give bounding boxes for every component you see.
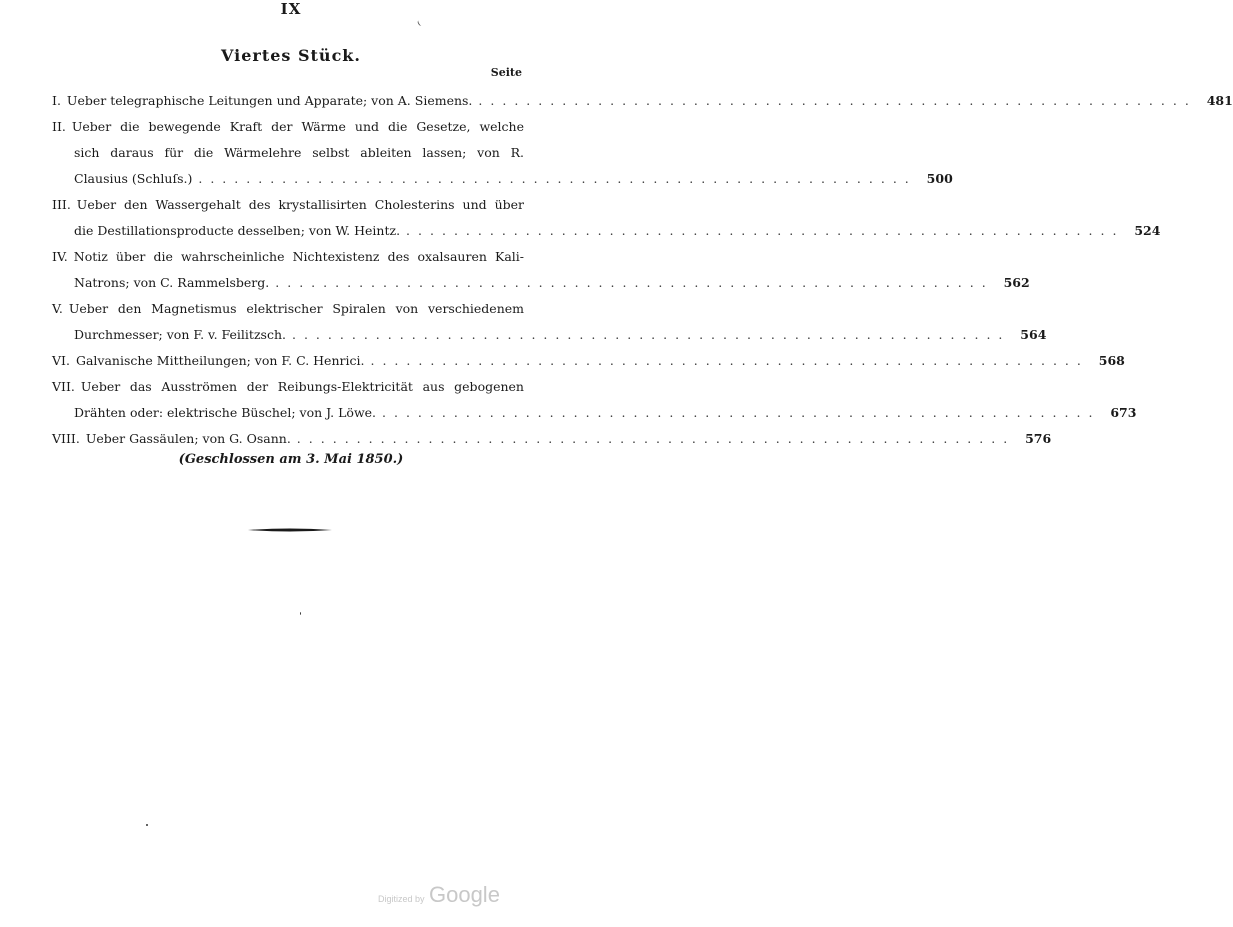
entry-title-text: Ueber die bewegende Kraft der Wärme und die Gesetze, welche xyxy=(71,119,524,134)
ink-speck xyxy=(146,824,148,826)
entry-numeral: II. xyxy=(52,119,66,134)
toc-entry xyxy=(52,192,1161,244)
toc-entry-line xyxy=(52,348,1125,374)
ink-speck xyxy=(417,19,423,26)
entry-numeral: I. xyxy=(52,93,61,108)
entry-numeral: III. xyxy=(52,197,71,212)
entry-numeral: IV. xyxy=(52,249,68,264)
toc-entry xyxy=(52,296,1047,348)
toc-entry-line xyxy=(52,400,1137,426)
entry-numeral: V. xyxy=(52,301,63,316)
entry-page-number: 562 xyxy=(1003,275,1030,290)
entry-title-text: die Destillationsproducte desselben; von W. Heintz. xyxy=(74,223,401,238)
toc-entry-line xyxy=(52,140,524,166)
toc-entry-line xyxy=(52,296,524,322)
ink-speck xyxy=(300,612,301,615)
entry-title-text: Durchmesser; von F. v. Feilitzsch. xyxy=(74,327,286,342)
entry-title-text: Ueber telegraphische Leitungen und Apparate; von A. Siemens. xyxy=(66,93,473,108)
toc-entry-line xyxy=(52,270,1030,296)
toc-entry-line xyxy=(52,244,524,270)
toc-entry-line xyxy=(52,114,524,140)
toc-entry xyxy=(52,374,1137,426)
watermark-brand: Google xyxy=(428,882,500,907)
table-of-contents xyxy=(52,88,1233,452)
entry-numeral: VI. xyxy=(52,353,70,368)
toc-entry-line xyxy=(52,166,953,192)
leader-dots: ............................................................ xyxy=(406,223,1125,238)
toc-entry xyxy=(52,348,1125,374)
leader-dots: ............................................................ xyxy=(478,93,1197,108)
leader-dots: ............................................................ xyxy=(296,431,1016,446)
entry-title-text: Ueber den Wassergehalt des krystallisirten Cholesterins und über xyxy=(76,197,524,212)
leader-dots: ............................................................ xyxy=(198,171,917,186)
entry-page-number: 500 xyxy=(926,171,953,186)
entry-title-text: Drähten oder: elektrische Büschel; von J. Löwe. xyxy=(74,405,377,420)
toc-entry xyxy=(52,88,1233,114)
entry-title-text: Ueber den Magnetismus elektrischer Spiralen von verschiedenem xyxy=(68,301,524,316)
leader-dots: ............................................................ xyxy=(275,275,994,290)
leader-dots: ............................................................ xyxy=(291,327,1011,342)
toc-entry-line xyxy=(52,192,524,218)
toc-entry-line xyxy=(52,88,1233,114)
entry-title-text: Natrons; von C. Rammelsberg. xyxy=(74,275,270,290)
entry-title-text: Ueber das Ausströmen der Reibungs-Elektricität aus gebogenen xyxy=(80,379,524,394)
leader-dots: ............................................................ xyxy=(370,353,1089,368)
digitization-watermark xyxy=(378,882,500,908)
entry-title-text: Ueber Gassäulen; von G. Osann. xyxy=(85,431,291,446)
toc-entry-line xyxy=(52,426,1052,452)
entry-page-number: 673 xyxy=(1110,405,1137,420)
closing-note: (Geschlossen am 3. Mai 1850.) xyxy=(178,452,404,467)
toc-entry xyxy=(52,114,953,192)
section-title: Viertes Stück. xyxy=(221,46,361,65)
page-number: IX xyxy=(280,0,302,18)
entry-page-number: 481 xyxy=(1206,93,1233,108)
entry-title-text: Galvanische Mittheilungen; von F. C. Henrici. xyxy=(75,353,365,368)
toc-entry-line xyxy=(52,374,524,400)
leader-dots: ............................................................ xyxy=(382,405,1101,420)
toc-entry xyxy=(52,426,1052,452)
toc-entry xyxy=(52,244,1030,296)
entry-title-text: Notiz über die wahrscheinliche Nichtexistenz des oxalsauren Kali- xyxy=(73,249,524,264)
entry-numeral: VII. xyxy=(52,379,75,394)
entry-page-number: 576 xyxy=(1025,431,1052,446)
entry-page-number: 564 xyxy=(1020,327,1047,342)
ornament-divider xyxy=(248,527,332,533)
entry-page-number: 568 xyxy=(1098,353,1125,368)
watermark-prefix: Digitized by xyxy=(378,894,425,904)
entry-page-number: 524 xyxy=(1134,223,1161,238)
page-column-label: Seite xyxy=(490,66,522,79)
toc-entry-line xyxy=(52,218,1161,244)
entry-numeral: VIII. xyxy=(52,431,80,446)
entry-title-text: sich daraus für die Wärmelehre selbst ableiten lassen; von R. xyxy=(74,145,524,160)
entry-title-text: Clausius (Schluſs.) xyxy=(74,171,193,186)
toc-entry-line xyxy=(52,322,1047,348)
